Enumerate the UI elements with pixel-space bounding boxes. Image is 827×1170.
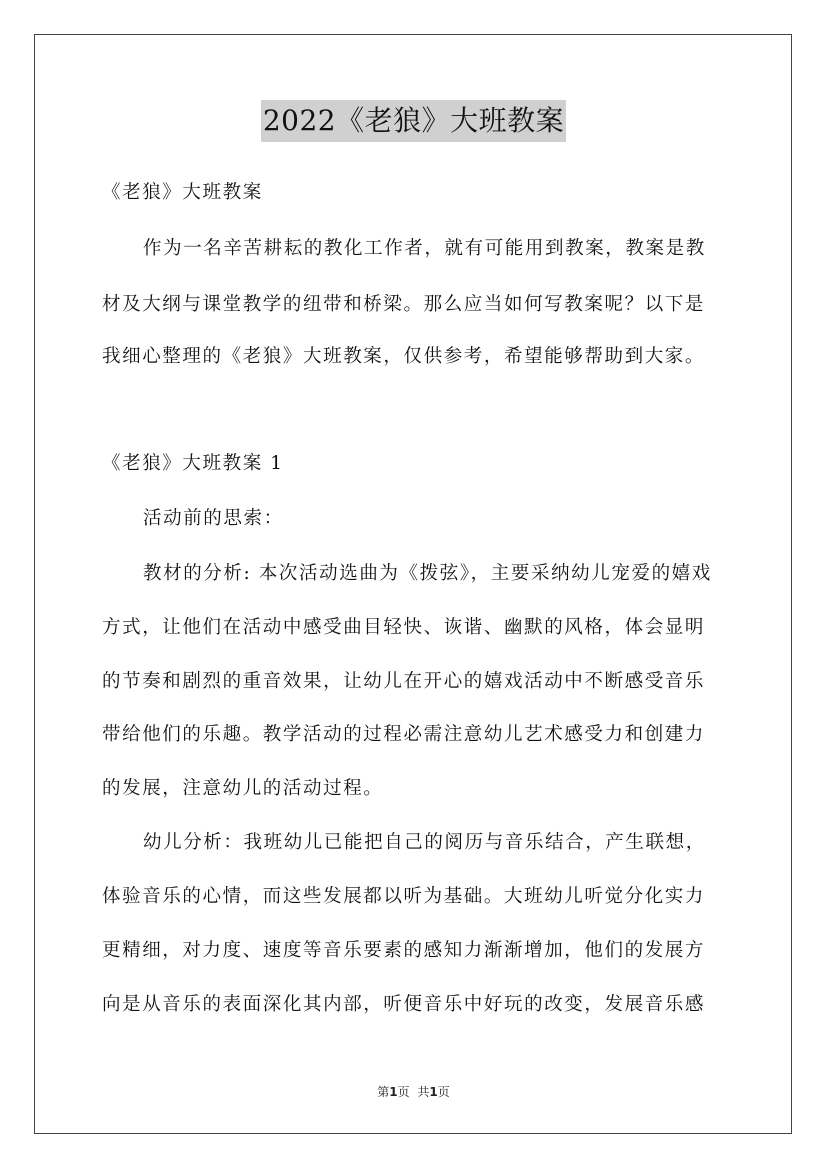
paragraph-line: 更精细，对力度、速度等音乐要素的感知力渐渐增加，他们的发展方 [102,940,706,961]
paragraph-line: 方式，让他们在活动中感受曲目轻快、诙谐、幽默的风格，体会显明 [102,617,706,638]
paragraph-line: 教材的分析: 本次活动选曲为《拨弦》，主要采纳幼儿宠爱的嬉戏 [143,563,712,584]
paragraph-line: 的发展，注意幼儿的活动过程。 [102,778,384,799]
paragraph-line: 带给他们的乐趣。教学活动的过程必需注意幼儿艺术感受力和创建力 [102,724,706,745]
title-container [0,100,827,142]
paragraph-line: 的节奏和剧烈的重音效果，让幼儿在开心的嬉戏活动中不断感受音乐 [102,671,706,692]
section-heading: 《老狼》大班教案 [102,182,263,203]
paragraph-line: 幼儿分析：我班幼儿已能把自己的阅历与音乐结合，产生联想， [143,832,706,853]
total-pages: 1 [429,1085,438,1099]
paragraph-line: 体验音乐的心情，而这些发展都以听为基础。大班幼儿听觉分化实力 [102,886,706,907]
page-footer: 第1页 共1页 [377,1085,450,1099]
page-number: 1 [389,1085,398,1099]
paragraph-line: 材及大纲与课堂教学的纽带和桥梁。那么应当如何写教案呢？以下是 [102,294,706,315]
paragraph-line: 向是从音乐的表面深化其内部，听便音乐中好玩的改变，发展音乐感 [102,994,706,1015]
paragraph-line: 我细心整理的《老狼》大班教案，仅供参考，希望能够帮助到大家。 [102,346,706,367]
document-title: 2022《老狼》大班教案 [261,100,566,142]
paragraph-line: 作为一名辛苦耕耘的教化工作者，就有可能用到教案，教案是教 [143,238,706,259]
section-heading: 《老狼》大班教案 1 [102,453,284,474]
subheading: 活动前的思索： [143,508,284,529]
